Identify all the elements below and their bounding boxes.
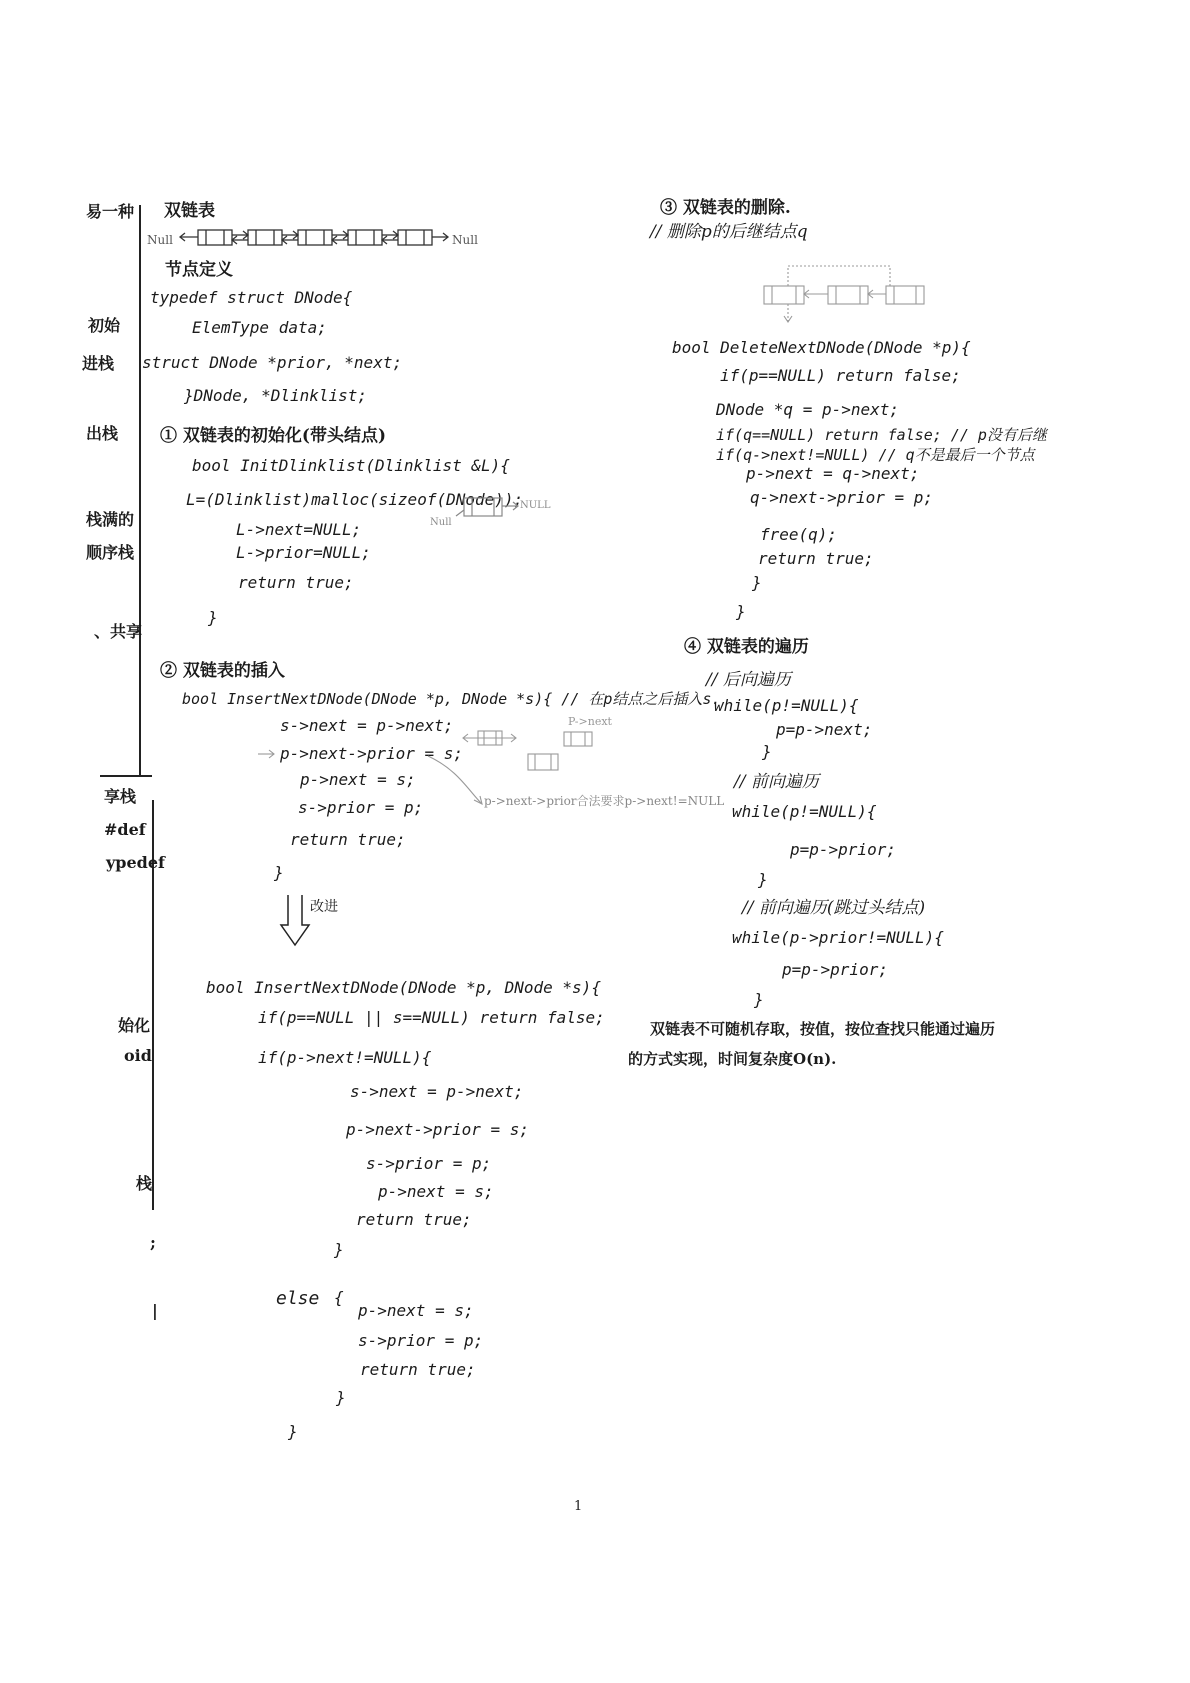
delete-section-title: ③ 双链表的删除. [660, 198, 791, 218]
node-definition-title: 节点定义 [165, 260, 233, 280]
delete-code-line: q->next->prior = p; [750, 488, 934, 507]
traverse-front2-line: p=p->prior; [782, 960, 888, 979]
improved-code-line: p->next = s; [378, 1182, 494, 1201]
improved-code-line: s->prior = p; [358, 1331, 484, 1350]
traverse-section-title: ④ 双链表的遍历 [684, 637, 809, 657]
improved-code-line: s->prior = p; [366, 1154, 492, 1173]
traverse-back-line: p=p->next; [776, 720, 873, 739]
margin-fragment: 初始 [88, 316, 121, 335]
improved-code-line: } [336, 1388, 346, 1407]
insert-code-line: s->next = p->next; [280, 716, 454, 735]
delete-code-line: if(q->next!=NULL) // q不是最后一个节点 [716, 446, 1035, 464]
margin-fragment: 栈满的 [86, 510, 135, 529]
traverse-front2-line: } [754, 990, 764, 1009]
delete-code-line: bool DeleteNextDNode(DNode *p){ [672, 338, 971, 357]
margin-fragment: 、共享 [94, 622, 143, 641]
insert-code-line: p->next->prior = s; [280, 744, 464, 763]
improved-code-line: bool InsertNextDNode(DNode *p, DNode *s){ [206, 978, 601, 997]
init-code-line: L->next=NULL; [236, 520, 362, 539]
init-code-line: return true; [238, 573, 354, 592]
insert-diagram-pnext: P->next [568, 715, 612, 728]
insert-section-title: ② 双链表的插入 [160, 661, 285, 681]
delete-code-line: } [752, 573, 762, 592]
struct-line: struct DNode *prior, *next; [142, 353, 403, 372]
traverse-front-line: while(p!=NULL){ [732, 802, 877, 821]
linked-list-diagram [180, 226, 450, 250]
margin-fragment: 始化 [118, 1016, 151, 1035]
improved-code-line: } [334, 1240, 344, 1259]
init-null-left: Null [430, 517, 452, 528]
down-arrow-icon [280, 895, 310, 947]
traverse-back-line: } [762, 742, 772, 761]
init-code-line: } [208, 608, 218, 627]
improve-label: 改进 [310, 899, 338, 915]
delete-code-line: return true; [758, 549, 874, 568]
improved-code-line: p->next = s; [358, 1301, 474, 1320]
improved-code-line: s->next = p->next; [350, 1082, 524, 1101]
delete-code-line: } [736, 602, 746, 621]
init-code-line: L->prior=NULL; [236, 543, 371, 562]
delete-code-line: if(q==NULL) return false; // p没有后继 [716, 426, 1047, 444]
margin-fragment: #def [104, 820, 146, 839]
margin-fragment: ypedef [106, 853, 165, 872]
margin-divider [100, 775, 152, 777]
delete-code-line: p->next = q->next; [746, 464, 920, 483]
traverse-back-line: while(p!=NULL){ [714, 696, 859, 715]
improved-code-line: if(p==NULL || s==NULL) return false; [258, 1008, 605, 1027]
traverse-front-line: } [758, 870, 768, 889]
struct-line: }DNode, *Dlinklist; [184, 386, 368, 405]
improved-code-line: } [288, 1422, 298, 1441]
margin-fragment: ; [150, 1233, 156, 1252]
delete-code-line: free(q); [760, 525, 838, 544]
init-node-diagram [452, 496, 522, 522]
traverse-back-comment: // 后向遍历 [706, 670, 791, 690]
insert-code-line: return true; [290, 830, 406, 849]
delete-code-line: DNode *q = p->next; [716, 400, 900, 419]
init-section-title: ① 双链表的初始化(带头结点) [160, 426, 387, 446]
page-margin-line [139, 205, 141, 775]
improved-code-line: return true; [356, 1210, 472, 1229]
traverse-front-line: p=p->prior; [790, 840, 896, 859]
init-null-right: NULL [520, 500, 551, 511]
init-code-line: L=(Dlinklist)malloc(sizeof(DNode)); [186, 490, 524, 509]
delete-diagram [760, 266, 930, 324]
insert-note: p->next->prior合法要求p->next!=NULL [484, 794, 725, 808]
struct-line: typedef struct DNode{ [150, 288, 353, 307]
null-label-right: Null [452, 233, 478, 247]
traverse-front2-line: while(p->prior!=NULL){ [732, 928, 944, 947]
margin-fragment: 出栈 [86, 424, 119, 443]
margin-fragment: 进栈 [82, 354, 115, 373]
margin-fragment: 栈 [136, 1174, 153, 1193]
insert-code-line: p->next = s; [300, 770, 416, 789]
improved-code-line: p->next->prior = s; [346, 1120, 530, 1139]
margin-fragment: 享栈 [104, 787, 137, 806]
section-title-double-linked-list: 双链表 [164, 201, 215, 221]
improved-code-line: else [276, 1288, 320, 1309]
improved-code-line: if(p->next!=NULL){ [258, 1048, 432, 1067]
margin-fragment: | [152, 1301, 158, 1320]
margin-fragment: oid [124, 1046, 152, 1065]
traverse-front-comment: // 前向遍历 [734, 772, 819, 792]
page-number: 1 [574, 1499, 583, 1514]
margin-fragment: 顺序栈 [86, 543, 135, 562]
insert-code-line: bool InsertNextDNode(DNode *p, DNode *s){ // 在p结点之后插入s. [182, 690, 721, 708]
insert-code-line: } [274, 863, 284, 882]
traverse-front2-comment: // 前向遍历(跳过头结点) [742, 898, 926, 918]
struct-line: ElemType data; [192, 318, 327, 337]
delete-comment: // 删除p的后继结点q [650, 222, 808, 242]
null-label-left: Null [147, 233, 173, 247]
summary-line: 双链表不可随机存取，按值，按位查找只能通过遍历 [650, 1020, 996, 1038]
init-code-line: bool InitDlinklist(Dlinklist &L){ [192, 456, 510, 475]
improved-code-line: return true; [360, 1360, 476, 1379]
delete-code-line: if(p==NULL) return false; [720, 366, 961, 385]
margin-fragment: 易一种 [86, 202, 135, 221]
summary-line: 的方式实现，时间复杂度O(n). [628, 1050, 837, 1068]
insert-code-line: s->prior = p; [298, 798, 424, 817]
improved-code-line: { [334, 1288, 344, 1307]
